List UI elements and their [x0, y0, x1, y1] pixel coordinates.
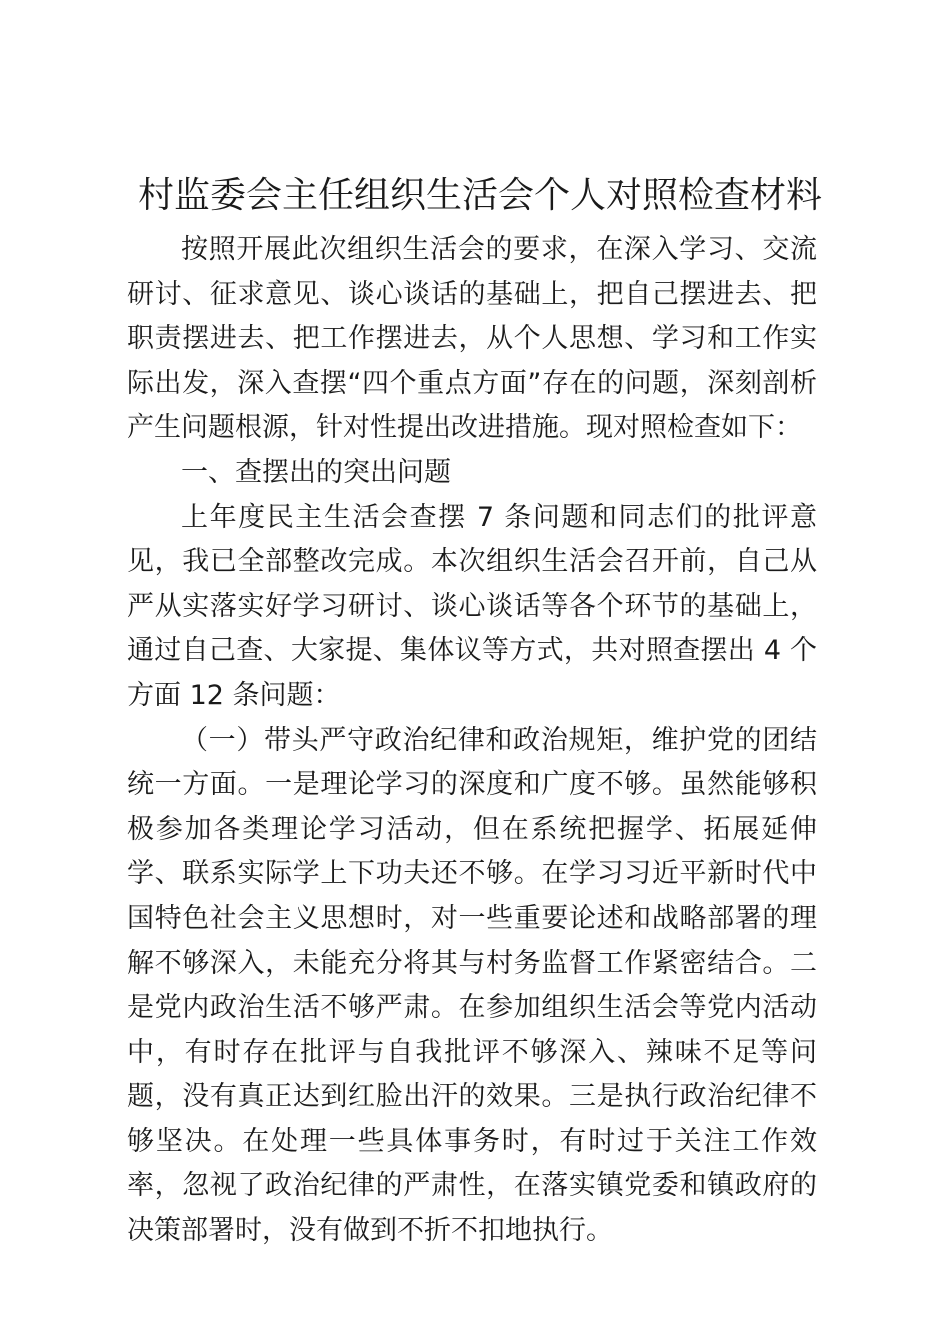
document-body: [127, 228, 817, 1254]
issue-paragraph: （一）带头严守政治纪律和政治规矩，维护党的团结统一方面。一是理论学习的深度和广度不够。虽然能够积极参加各类理论学习活动，但在系统把握学、拓展延伸学、联系实际学上下功夫还不够。在学习习近平新时代中国特色社会主义思想时，对一些重要论述和战略部署的理解不够深入，未能充分将其与村务监督工作紧密结合。二是党内政治生活不够严肃。在参加组织生活会等党内活动中，有时存在批评与自我批评不够深入、辣味不足等问题，没有真正达到红脸出汗的效果。三是执行政治纪律不够坚决。在处理一些具体事务时，有时过于关注工作效率，忽视了政治纪律的严肃性，在落实镇党委和镇政府的决策部署时，没有做到不折不扣地执行。: [127, 724, 817, 1247]
document-title: 村监委会主任组织生活会个人对照检查材料: [137, 175, 822, 216]
section-heading: 一、查摆出的突出问题: [181, 456, 451, 488]
summary-paragraph: 上年度民主生活会查摆 7 条问题和同志们的批评意见，我已全部整改完成。本次组织生活会召开前，自己从严从实落实好学习研讨、谈心谈话等各个环节的基础上，通过自己查、大家提、集体议等方式，共对照查摆出 4 个方面 12 条问题：: [127, 501, 817, 711]
intro-paragraph: 按照开展此次组织生活会的要求，在深入学习、交流研讨、征求意见、谈心谈话的基础上，把自己摆进去、把职责摆进去、把工作摆进去，从个人思想、学习和工作实际出发，深入查摆“四个重点方面”存在的问题，深刻剖析产生问题根源，针对性提出改进措施。现对照检查如下：: [127, 234, 817, 444]
